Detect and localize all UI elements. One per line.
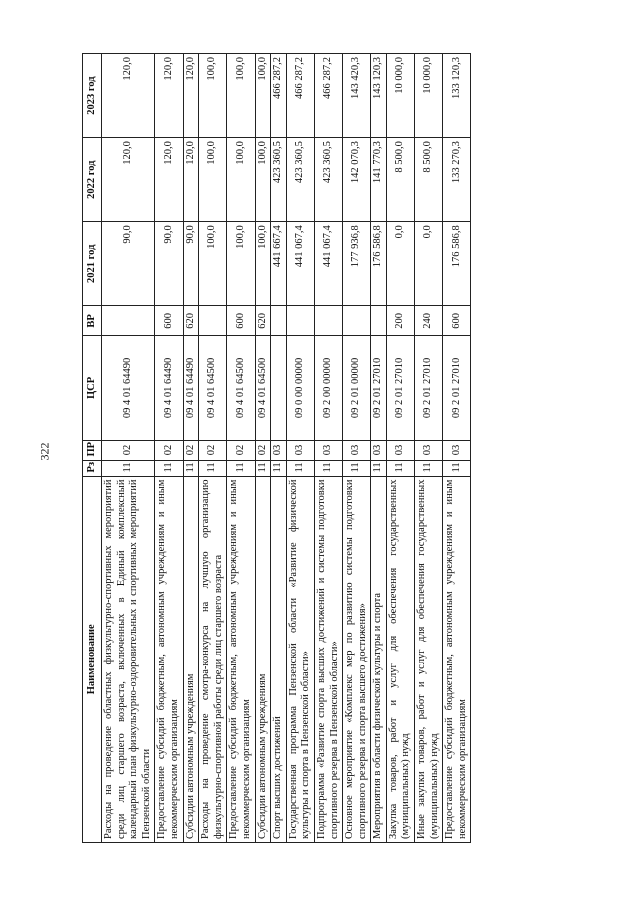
cell-2021: 441 067,4 [314, 222, 342, 306]
cell-name: Закупка товаров, работ и услуг для обеспечения государственных (муниципальных) нужд [386, 476, 414, 842]
cell-pr: 03 [286, 440, 314, 460]
cell-2023: 120,0 [183, 54, 199, 138]
cell-csr: 09 4 01 64490 [155, 336, 183, 440]
cell-vr [286, 306, 314, 336]
table-row [199, 54, 227, 843]
cell-2023: 10 000,0 [415, 54, 443, 138]
cell-csr: 09 2 01 27010 [371, 336, 387, 440]
cell-name: Расходы на проведение смотра-конкурса на лучшую организацию физкультурно-спортивной работы среди лиц старшего возраста [199, 476, 227, 842]
cell-2022: 120,0 [155, 138, 183, 222]
cell-name: Иные закупки товаров, работ и услуг для обеспечения государственных (муниципальных) нужд [415, 476, 443, 842]
table-row [255, 54, 271, 843]
cell-csr: 09 2 01 27010 [415, 336, 443, 440]
cell-vr [371, 306, 387, 336]
table-row [343, 54, 371, 843]
cell-2022: 423 360,5 [314, 138, 342, 222]
cell-2023: 10 000,0 [386, 54, 414, 138]
cell-2022: 120,0 [102, 138, 155, 222]
cell-rz: 11 [255, 460, 271, 476]
cell-pr: 03 [271, 440, 287, 460]
cell-2021: 90,0 [183, 222, 199, 306]
cell-rz: 11 [227, 460, 255, 476]
cell-name: Государственная программа Пензенской области «Развитие физической культуры и спорта в Пензенской области» [286, 476, 314, 842]
cell-name: Спорт высших достижений [271, 476, 287, 842]
cell-csr: 09 4 01 64490 [102, 336, 155, 440]
header-2022: 2022 год [83, 138, 102, 222]
cell-2023: 143 420,3 [343, 54, 371, 138]
cell-pr: 02 [183, 440, 199, 460]
cell-2021: 441 067,4 [286, 222, 314, 306]
cell-2021: 90,0 [102, 222, 155, 306]
table-row [183, 54, 199, 843]
cell-2021: 100,0 [199, 222, 227, 306]
cell-2021: 177 936,8 [343, 222, 371, 306]
cell-2023: 100,0 [199, 54, 227, 138]
cell-2023: 133 120,3 [443, 54, 471, 138]
cell-pr: 02 [155, 440, 183, 460]
cell-rz: 11 [271, 460, 287, 476]
header-csr: ЦСР [83, 336, 102, 440]
cell-csr: 09 2 01 27010 [386, 336, 414, 440]
cell-2023: 120,0 [102, 54, 155, 138]
cell-pr: 02 [102, 440, 155, 460]
cell-name: Субсидии автономным учреждениям [255, 476, 271, 842]
cell-rz: 11 [102, 460, 155, 476]
cell-pr: 03 [314, 440, 342, 460]
cell-pr: 03 [371, 440, 387, 460]
cell-rz: 11 [314, 460, 342, 476]
cell-vr: 600 [227, 306, 255, 336]
cell-2022: 423 360,5 [271, 138, 287, 222]
cell-2021: 441 667,4 [271, 222, 287, 306]
header-2023: 2023 год [83, 54, 102, 138]
cell-vr: 600 [155, 306, 183, 336]
cell-rz: 11 [371, 460, 387, 476]
cell-2023: 120,0 [155, 54, 183, 138]
cell-name: Субсидии автономным учреждениям [183, 476, 199, 842]
cell-pr: 03 [386, 440, 414, 460]
cell-vr: 600 [443, 306, 471, 336]
cell-2021: 176 586,8 [371, 222, 387, 306]
cell-csr [271, 336, 287, 440]
cell-2021: 100,0 [227, 222, 255, 306]
table-row [102, 54, 155, 843]
cell-pr: 02 [227, 440, 255, 460]
cell-2022: 100,0 [227, 138, 255, 222]
cell-vr [271, 306, 287, 336]
cell-name: Мероприятия в области физической культуры и спорта [371, 476, 387, 842]
cell-2022: 8 500,0 [415, 138, 443, 222]
cell-csr: 09 4 01 64500 [199, 336, 227, 440]
cell-rz: 11 [286, 460, 314, 476]
cell-vr: 200 [386, 306, 414, 336]
cell-name: Предоставление субсидий бюджетным, автономным учреждениям и иным некоммерческим организациям [227, 476, 255, 842]
cell-2021: 176 586,8 [443, 222, 471, 306]
cell-2021: 0,0 [415, 222, 443, 306]
table-row [371, 54, 387, 843]
cell-csr: 09 4 01 64500 [227, 336, 255, 440]
cell-2022: 100,0 [255, 138, 271, 222]
cell-pr: 02 [199, 440, 227, 460]
cell-2021: 90,0 [155, 222, 183, 306]
cell-name: Расходы на проведение областных физкультурно-спортивных мероприятий среди лиц старшего возраста, включенных в Единый комплексный календарный план физкультурно-оздоровительных и спортивных мероприятий Пензенской области [102, 476, 155, 842]
header-2021: 2021 год [83, 222, 102, 306]
cell-rz: 11 [343, 460, 371, 476]
table-row [443, 54, 471, 843]
page-number: 322 [37, 442, 52, 461]
table-row [314, 54, 342, 843]
cell-2023: 466 287,2 [314, 54, 342, 138]
table-row [271, 54, 287, 843]
cell-2021: 100,0 [255, 222, 271, 306]
cell-2022: 8 500,0 [386, 138, 414, 222]
cell-2023: 466 287,2 [286, 54, 314, 138]
cell-2021: 0,0 [386, 222, 414, 306]
header-pr: ПР [83, 440, 102, 460]
cell-pr: 03 [415, 440, 443, 460]
table-body [102, 54, 471, 843]
cell-2022: 423 360,5 [286, 138, 314, 222]
cell-rz: 11 [183, 460, 199, 476]
cell-2022: 120,0 [183, 138, 199, 222]
cell-2023: 100,0 [255, 54, 271, 138]
cell-vr [199, 306, 227, 336]
header-name: Наименование [83, 476, 102, 842]
header-rz: Рз [83, 460, 102, 476]
cell-name: Предоставление субсидий бюджетным, автономным учреждениям и иным некоммерческим организациям [443, 476, 471, 842]
cell-csr: 09 4 01 64490 [183, 336, 199, 440]
cell-vr [102, 306, 155, 336]
budget-table [82, 53, 471, 843]
cell-csr: 09 0 00 00000 [286, 336, 314, 440]
cell-rz: 11 [415, 460, 443, 476]
cell-2022: 100,0 [199, 138, 227, 222]
cell-csr: 09 2 00 00000 [314, 336, 342, 440]
cell-rz: 11 [443, 460, 471, 476]
cell-rz: 11 [386, 460, 414, 476]
header-vr: ВР [83, 306, 102, 336]
cell-2023: 100,0 [227, 54, 255, 138]
cell-pr: 03 [343, 440, 371, 460]
cell-2022: 142 070,3 [343, 138, 371, 222]
cell-2022: 141 770,3 [371, 138, 387, 222]
table-header-row [83, 54, 102, 843]
cell-vr: 240 [415, 306, 443, 336]
table-row [155, 54, 183, 843]
cell-name: Подпрограмма «Развитие спорта высших достижений и системы подготовки спортивного резерва в Пензенской области» [314, 476, 342, 842]
table-row [227, 54, 255, 843]
cell-vr [343, 306, 371, 336]
cell-name: Основное мероприятие «Комплекс мер по развитию системы подготовки спортивного резерва и спорта высшего достижения» [343, 476, 371, 842]
table-row [415, 54, 443, 843]
cell-2023: 143 120,3 [371, 54, 387, 138]
table-row [386, 54, 414, 843]
cell-vr: 620 [255, 306, 271, 336]
cell-2023: 466 287,2 [271, 54, 287, 138]
cell-pr: 03 [443, 440, 471, 460]
table-row [286, 54, 314, 843]
cell-csr: 09 2 01 00000 [343, 336, 371, 440]
cell-vr [314, 306, 342, 336]
cell-rz: 11 [199, 460, 227, 476]
cell-csr: 09 2 01 27010 [443, 336, 471, 440]
cell-csr: 09 4 01 64500 [255, 336, 271, 440]
cell-name: Предоставление субсидий бюджетным, автономным учреждениям и иным некоммерческим организациям [155, 476, 183, 842]
cell-rz: 11 [155, 460, 183, 476]
cell-2022: 133 270,3 [443, 138, 471, 222]
rotated-table-container [82, 53, 540, 843]
cell-vr: 620 [183, 306, 199, 336]
cell-pr: 02 [255, 440, 271, 460]
